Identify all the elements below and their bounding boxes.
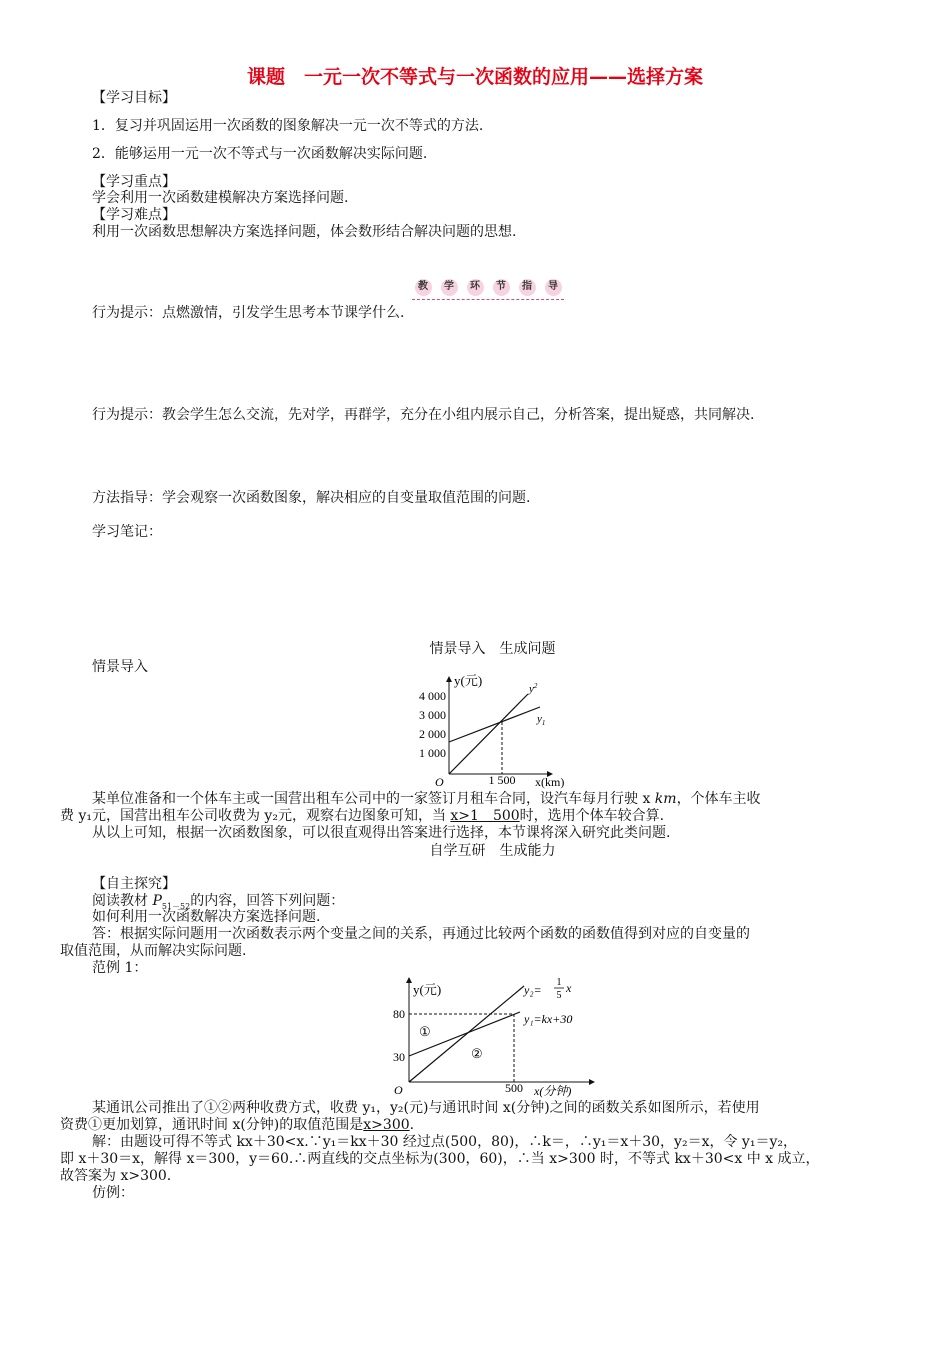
difficulty-heading: 【学习难点】 (92, 207, 176, 223)
scenario-para2: 从以上可知，根据一次函数图象，可以很直观得出答案进行选择，本节课将深入研究此类问题. (92, 825, 671, 841)
region-1-label: ① (419, 1024, 431, 1039)
answer-line1: 答：根据实际问题用一次函数表示两个变量之间的关系，再通过比较两个函数的函数值得到对应的自变量的 (92, 926, 750, 942)
method-guidance: 方法指导：学会观察一次函数图象，解决相应的自变量取值范围的问题. (92, 490, 531, 506)
goals-heading: 【学习目标】 (92, 90, 176, 106)
y-tick-label: 30 (393, 1050, 405, 1064)
line-y2-label: y₂= (524, 983, 542, 997)
solution-line2: 即 x＋30＝x，解得 x＝300，y＝60.∴两直线的交点坐标为(300，60)，∴当 x>300 时，不等式 kx＋30<x 中 x 成立， (60, 1151, 820, 1167)
line-y1-label: $y_1$ (537, 713, 546, 727)
example-label: 范例 1： (92, 960, 148, 976)
key-point-text: 学会利用一次函数建模解决方案选择问题. (92, 190, 349, 206)
x-axis-label: x(分钟) (534, 1084, 572, 1098)
scenario-label: 情景导入 (92, 659, 148, 675)
line-y2-label: $y^2$ (529, 682, 538, 695)
y-axis-label: y(元) (454, 673, 483, 688)
banner-char: 学 (441, 279, 458, 296)
behavior-hint-1: 行为提示：点燃激情，引发学生思考本节课学什么. (92, 305, 405, 321)
banner-char: 环 (467, 279, 484, 296)
line-y1-label: y₁=kx+30 (524, 1012, 573, 1026)
teaching-guide-banner (412, 275, 564, 300)
telecom-cost-graph (384, 972, 606, 1098)
region-2-label: ② (471, 1046, 483, 1061)
behavior-hint-2: 行为提示：教会学生怎么交流，先对学，再群学，充分在小组内展示自己，分析答案，提出疑惑，共同解决. (92, 407, 755, 423)
y-tick-label: 4 000 (419, 689, 446, 703)
self-study-heading: 【自主探究】 (92, 876, 176, 892)
line-y2 (449, 694, 528, 774)
example-line2: 资费①更加划算，通讯时间 x(分钟)的取值范围是x>300. (60, 1117, 415, 1133)
solution-line3: 故答案为 x>300. (60, 1168, 172, 1184)
reading-instruction: 阅读教材 $P_{51-52}$的内容，回答下列问题： (92, 893, 345, 911)
study-notes-label: 学习笔记： (92, 524, 162, 540)
banner-char: 教 (415, 279, 432, 296)
section-title-self-study: 自学互研 生成能力 (429, 843, 556, 859)
question-text: 如何利用一次函数解决方案选择问题. (92, 909, 321, 925)
y-tick-label: 3 000 (419, 708, 446, 722)
scenario-answer: x>1 500 (450, 808, 520, 824)
origin-label: O (394, 1083, 403, 1097)
imitation-label: 仿例： (92, 1185, 134, 1201)
origin-label: O (435, 775, 444, 789)
line-y1 (449, 707, 540, 742)
example-line1: 某通讯公司推出了①②两种收费方式，收费 y₁，y₂(元)与通讯时间 x(分钟)之间的函数关系如图所示，若使用 (92, 1100, 760, 1116)
x-tick-label: 1 500 (488, 773, 516, 787)
y-tick-label: 80 (393, 1007, 405, 1021)
goal-item-1: 1．复习并巩固运用一次函数的图象解决一元一次不等式的方法. (92, 118, 484, 134)
banner-char: 节 (493, 279, 510, 296)
scenario-para1-line1: 某单位准备和一个体车主或一国营出租车公司中的一家签订月租车合同，设汽车每月行驶 x km，个体车主收 (92, 791, 761, 807)
section-title-scenario: 情景导入 生成问题 (429, 641, 556, 657)
line-y2-fraction-denominator: 5 (556, 990, 562, 1001)
y-axis-label: y(元) (413, 982, 442, 997)
line-y2-label-x: x (566, 981, 572, 995)
y-tick-label: 1 000 (419, 746, 446, 760)
example-answer: x>300 (363, 1117, 410, 1133)
goal-item-2: 2．能够运用一元一次不等式与一次函数解决实际问题. (92, 146, 428, 162)
banner-char: 导 (545, 279, 562, 296)
answer-line2: 取值范围，从而解决实际问题. (60, 943, 247, 959)
difficulty-text: 利用一次函数思想解决方案选择问题，体会数形结合解决问题的思想. (92, 224, 517, 240)
x-tick-label: 500 (505, 1081, 523, 1095)
banner-char: 指 (519, 279, 536, 296)
rental-cost-graph (404, 672, 564, 790)
scenario-para1-line2: 费 y₁元，国营出租车公司收费为 y₂元，观察右边图象可知，当 x>1 500时，选用个体车较合算. (60, 808, 665, 824)
x-axis-label: x(km) (535, 775, 564, 789)
y-tick-label: 2 000 (419, 727, 446, 741)
solution-line1: 解：由题设可得不等式 kx＋30<x.∵y₁＝kx＋30 经过点(500，80)，∴k＝，∴y₁＝x＋30，y₂＝x，令 y₁＝y₂， (92, 1134, 797, 1150)
line-y2-fraction-numerator: 1 (556, 977, 562, 988)
page-title: 课题 一元一次不等式与一次函数的应用——选择方案 (246, 66, 703, 88)
key-point-heading: 【学习重点】 (92, 174, 176, 190)
